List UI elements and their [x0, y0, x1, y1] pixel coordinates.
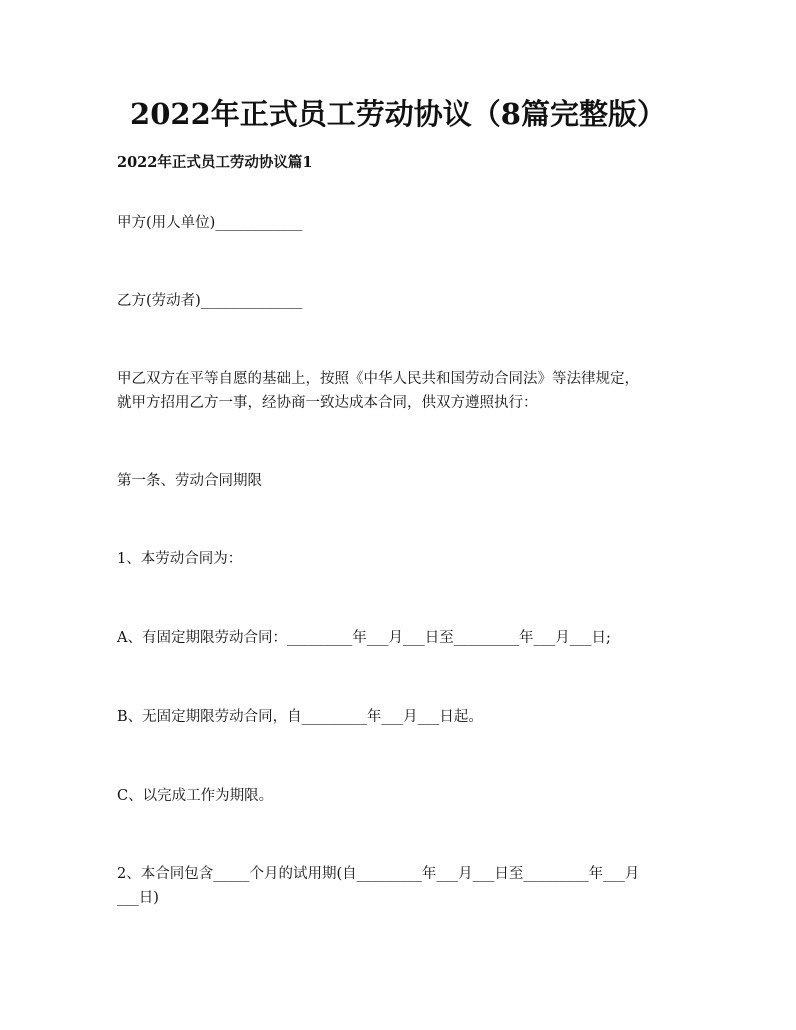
option-c: C、以完成工作为期限。	[117, 788, 274, 804]
article-1-heading: 第一条、劳动合同期限	[117, 473, 262, 489]
clause-1: 1、本劳动合同为：	[117, 551, 243, 567]
clause-2-line-2: ___日)	[117, 890, 159, 906]
document-title: 2022年正式员工劳动协议（8篇完整版）	[130, 97, 666, 131]
option-a: A、有固定期限劳动合同：_________年___月___日至_________年___月___日;	[117, 630, 611, 646]
option-b: B、无固定期限劳动合同，自_________年___月___日起。	[117, 709, 483, 725]
preamble-paragraph	[117, 367, 677, 415]
clause-2-paragraph	[117, 862, 677, 910]
preamble-line-1: 甲乙双方在平等自愿的基础上，按照《中华人民共和国劳动合同法》等法律规定，	[117, 371, 639, 387]
clause-2-line-1: 2、本合同包含_____个月的试用期(自_________年___月___日至_________年___月	[117, 866, 640, 882]
section-heading: 2022年正式员工劳动协议篇1	[117, 154, 313, 171]
party-a-line: 甲方(用人单位)____________	[117, 215, 303, 231]
preamble-line-2: 就甲方招用乙方一事，经协商一致达成本合同，供双方遵照执行：	[117, 395, 538, 411]
party-b-line: 乙方(劳动者)______________	[117, 293, 303, 309]
